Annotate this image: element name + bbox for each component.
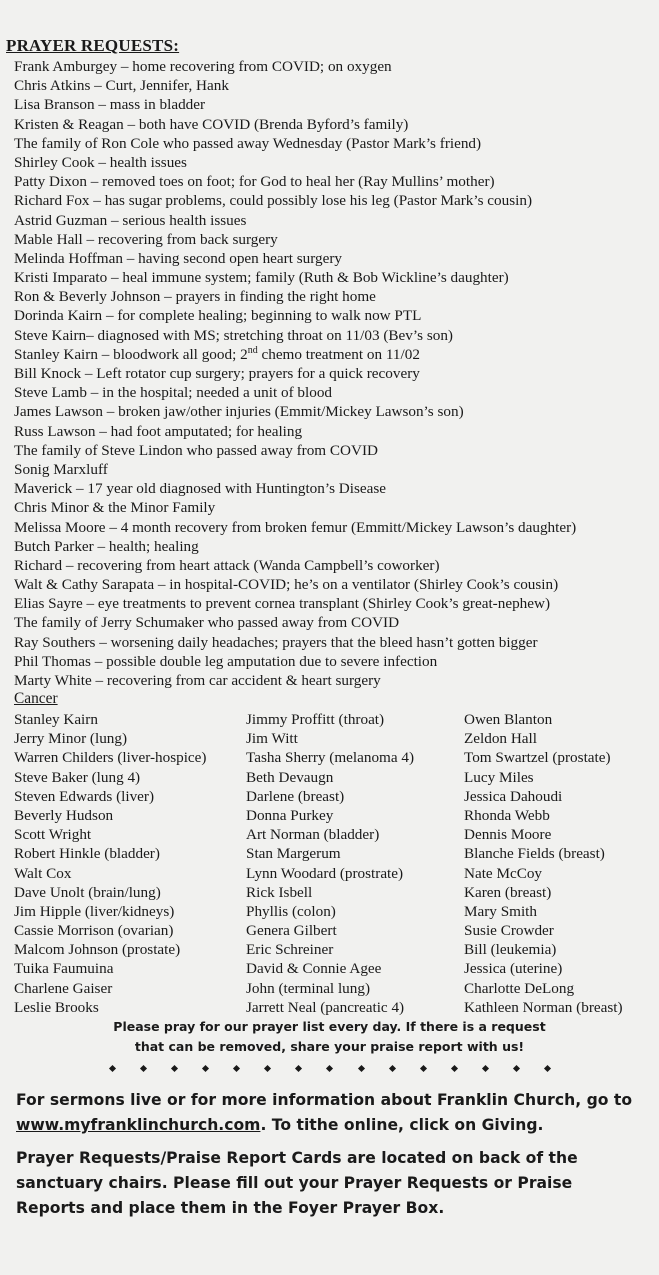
diamond-icon [482,1065,489,1072]
cancer-list-item: Stan Margerum [246,845,341,863]
cancer-list-item: Lucy Miles [464,768,534,786]
cancer-heading: Cancer [14,690,58,707]
cancer-list-item: John (terminal lung) [246,979,371,997]
prayer-request-item: Astrid Guzman – serious health issues [14,211,247,229]
cancer-list-item: Charlotte DeLong [464,979,575,997]
prayer-cards-info: Prayer Requests/Praise Report Cards are located on back of the sanctuary chairs. Please fill out your Prayer Requests or Praise Reports and place them in the Foyer Prayer Box. [16,1149,578,1217]
prayer-request-item: Chris Minor & the Minor Family [14,499,216,517]
prayer-request-item: Dorinda Kairn – for complete healing; beginning to walk now PTL [14,307,422,325]
cancer-list-item: Zeldon Hall [464,730,537,748]
diamond-icon [451,1065,458,1072]
prayer-request-item: Stanley Kairn – bloodwork all good; 2nd chemo treatment on 11/02 [14,344,420,363]
prayer-requests-title: PRAYER REQUESTS: [6,36,180,55]
cancer-list-item: Nate McCoy [464,864,543,882]
prayer-request-item: James Lawson – broken jaw/other injuries (Emmit/Mickey Lawson’s son) [14,403,464,421]
cancer-list-item: Bill (leukemia) [464,941,557,959]
cancer-list-item: Susie Crowder [464,922,554,940]
pray-note-line-2: that can be removed, share your praise report with us! [134,1039,525,1054]
prayer-request-item: Frank Amburgey – home recovering from COVID; on oxygen [14,58,392,75]
prayer-request-item: Bill Knock – Left rotator cup surgery; prayers for a quick recovery [14,365,420,382]
cancer-list-item: Cassie Morrison (ovarian) [14,922,174,940]
prayer-request-item: Shirley Cook – health issues [14,153,187,171]
website-info [16,1088,646,1138]
prayer-request-item: Chris Atkins – Curt, Jennifer, Hank [14,77,229,95]
cancer-list-item: Lynn Woodard (prostrate) [246,864,404,882]
pray-note [0,1017,659,1057]
cancer-list-item: Eric Schreiner [246,941,334,959]
diamond-icon [420,1065,427,1072]
cancer-list-item: Donna Purkey [246,806,334,824]
cancer-list-item: Dennis Moore [464,826,552,844]
cancer-list-item: Jessica (uterine) [464,960,563,978]
prayer-request-item: The family of Steve Lindon who passed away from COVID [14,441,378,459]
cancer-column-1 [14,710,206,1017]
diamond-icon [171,1065,178,1072]
diamond-icon [513,1065,520,1072]
prayer-request-item: Phil Thomas – possible double leg amputation due to severe infection [14,652,438,670]
cancer-list-item: Karen (breast) [464,883,552,901]
prayer-request-item: Lisa Branson – mass in bladder [14,96,206,114]
prayer-request-item: Sonig Marxluff [14,460,108,478]
cancer-list-item: Leslie Brooks [14,998,99,1016]
cancer-list-item: Robert Hinkle (bladder) [14,845,160,863]
diamond-icon [389,1065,396,1072]
cancer-list-item: Phyllis (colon) [246,902,336,920]
cancer-column-3 [464,710,623,1017]
prayer-request-list [14,57,654,690]
cancer-list-item: Darlene (breast) [246,787,345,805]
prayer-request-item: Butch Parker – health; healing [14,537,199,555]
cancer-list-item: Genera Gilbert [246,922,337,940]
prayer-request-item: Richard Fox – has sugar problems, could possibly lose his leg (Pastor Mark’s cousin) [14,192,533,210]
website-link[interactable]: www.myfranklinchurch.com [16,1116,261,1134]
diamond-icon [544,1065,551,1072]
cancer-list-item: Tom Swartzel (prostate) [464,749,611,767]
cancer-list-item: Beth Devaugn [246,768,334,786]
pray-note-line-1: Please pray for our prayer list every day. If there is a request [113,1019,546,1034]
cancer-list-item: Scott Wright [14,826,92,844]
prayer-request-item: The family of Jerry Schumaker who passed away from COVID [14,614,400,632]
cancer-list-item: Malcom Johnson (prostate) [14,941,181,959]
cancer-list-item: Jessica Dahoudi [464,787,563,805]
cancer-list-item: Steven Edwards (liver) [14,787,155,805]
prayer-request-item: Russ Lawson – had foot amputated; for healing [14,422,303,440]
prayer-request-item: Ron & Beverly Johnson – prayers in finding the right home [14,288,376,306]
cancer-list-item: Blanche Fields (breast) [464,845,605,863]
cancer-list-item: Tuika Faumuina [14,960,114,978]
diamond-icon [357,1065,364,1072]
website-text-1: For sermons live or for more information about Franklin Church, go to [16,1091,633,1109]
cancer-list-item: Jarrett Neal (pancreatic 4) [246,998,405,1016]
diamond-icon [202,1065,209,1072]
cancer-list-item: Jim Hipple (liver/kidneys) [14,902,175,920]
cancer-list-item: Walt Cox [14,864,72,882]
cancer-list-item: Jerry Minor (lung) [14,730,128,748]
cancer-list-item: Owen Blanton [464,711,553,728]
cancer-list-item: Jim Witt [246,730,298,748]
cancer-list-item: Stanley Kairn [14,711,98,728]
cancer-list-item: Mary Smith [464,902,537,920]
cancer-list-item: Kathleen Norman (breast) [464,998,623,1016]
prayer-request-item: Steve Lamb – in the hospital; needed a unit of blood [14,384,333,402]
prayer-request-item: Melissa Moore – 4 month recovery from broken femur (Emmitt/Mickey Lawson’s daughter) [14,518,577,536]
prayer-request-item: The family of Ron Cole who passed away Wednesday (Pastor Mark’s friend) [14,134,482,152]
diamond-icon [295,1065,302,1072]
prayer-request-item: Steve Kairn– diagnosed with MS; stretching throat on 11/03 (Bev’s son) [14,326,453,344]
cancer-list-item: David & Connie Agee [246,960,382,978]
prayer-request-item: Richard – recovering from heart attack (Wanda Campbell’s coworker) [14,556,440,574]
cancer-list-item: Art Norman (bladder) [246,826,380,844]
cancer-list-item: Steve Baker (lung 4) [14,768,141,786]
prayer-request-item: Walt & Cathy Sarapata – in hospital-COVID; he’s on a ventilator (Shirley Cook’s cousin) [14,576,559,594]
cancer-list-item: Rhonda Webb [464,806,550,824]
cancer-list-item: Beverly Hudson [14,806,114,824]
prayer-request-item: Patty Dixon – removed toes on foot; for God to heal her (Ray Mullins’ mother) [14,173,495,191]
diamond-icon [264,1065,271,1072]
prayer-request-item: Ray Southers – worsening daily headaches; prayers that the bleed hasn’t gotten bigger [14,633,538,651]
diamond-divider [110,1066,550,1071]
cancer-list-item: Tasha Sherry (melanoma 4) [246,749,415,767]
cancer-list-item: Rick Isbell [246,883,313,901]
diamond-icon [326,1065,333,1072]
prayer-request-item: Kristi Imparato – heal immune system; family (Ruth & Bob Wickline’s daughter) [14,269,509,287]
diamond-icon [233,1065,240,1072]
prayer-request-item: Elias Sayre – eye treatments to prevent cornea transplant (Shirley Cook’s great-nephew) [14,595,551,613]
cancer-column-2 [246,710,414,1017]
cancer-list-item: Jimmy Proffitt (throat) [246,711,385,728]
prayer-request-item: Melinda Hoffman – having second open heart surgery [14,249,342,267]
cancer-list-item: Warren Childers (liver-hospice) [14,749,207,767]
prayer-request-item: Marty White – recovering from car accident & heart surgery [14,672,381,689]
website-text-2: . To tithe online, click on Giving. [260,1116,544,1134]
cancer-list-item: Charlene Gaiser [14,979,113,997]
prayer-request-item: Maverick – 17 year old diagnosed with Huntington’s Disease [14,480,387,498]
diamond-icon [109,1065,116,1072]
cancer-list-item: Dave Unolt (brain/lung) [14,883,161,901]
prayer-request-item: Kristen & Reagan – both have COVID (Brenda Byford’s family) [14,115,409,133]
diamond-icon [140,1065,147,1072]
prayer-request-item: Mable Hall – recovering from back surgery [14,230,278,248]
